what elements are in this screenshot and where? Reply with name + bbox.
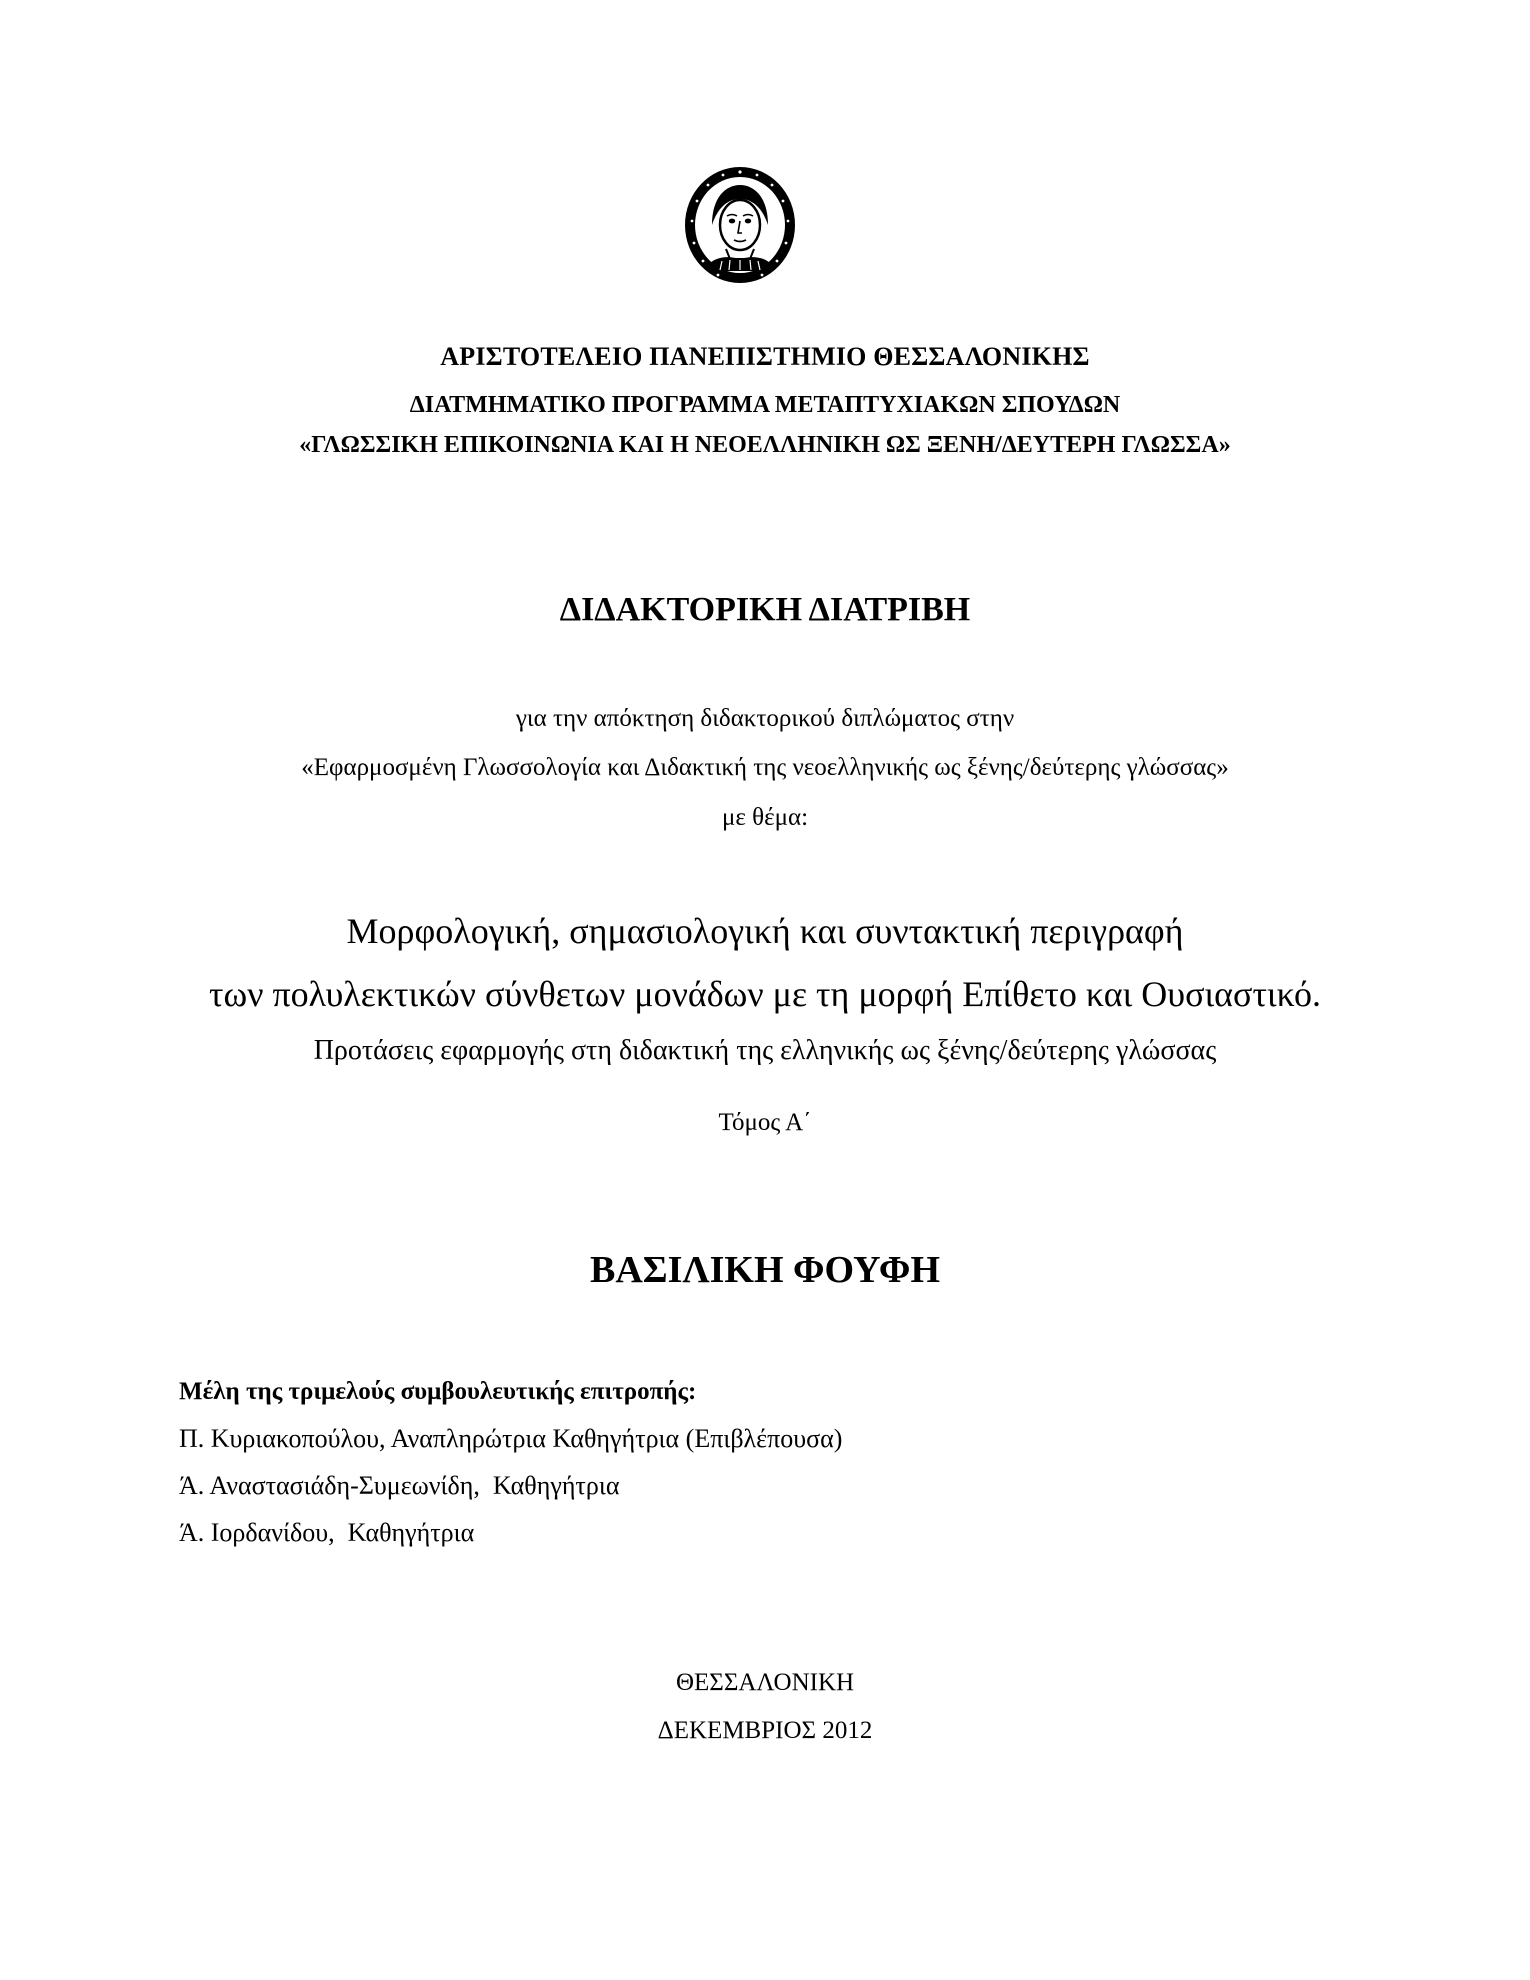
committee-member: Ά. Ιορδανίδου, Καθηγήτρια — [179, 1518, 475, 1547]
subject-label: με θέμα: — [721, 804, 809, 831]
volume-label: Τόμος Α΄ — [718, 1109, 812, 1136]
degree-field: «Εφαρμοσμένη Γλωσσολογία και Διδακτική της νεοελληνικής ως ξένης/δεύτερης γλώσσας» — [301, 754, 1229, 781]
document-type: ΔΙΔΑΚΤΟΡΙΚΗ ΔΙΑΤΡΙΒΗ — [559, 591, 971, 628]
program-name: ΔΙΑΤΜΗΜΑΤΙΚΟ ΠΡΟΓΡΑΜΜΑ ΜΕΤΑΠΤΥΧΙΑΚΩΝ ΣΠΟΥΔΩΝ — [409, 392, 1121, 418]
thesis-subtitle: Προτάσεις εφαρμογής στη διδακτική της ελληνικής ως ξένης/δεύτερης γλώσσας — [313, 1035, 1217, 1066]
program-title: «ΓΛΩΣΣΙΚΗ ΕΠΙΚΟΙΝΩΝΙΑ ΚΑΙ Η ΝΕΟΕΛΛΗΝΙΚΗ ΩΣ ΞΕΝΗ/ΔΕΥΤΕΡΗ ΓΛΩΣΣΑ» — [299, 432, 1231, 458]
university-seal-logo — [682, 163, 798, 291]
degree-purpose: για την απόκτηση διδακτορικού διπλώματος στην — [515, 705, 1015, 732]
committee-member: Ά. Αναστασιάδη-Συμεωνίδη, Καθηγήτρια — [179, 1471, 620, 1500]
committee-member: Π. Κυριακοπούλου, Αναπληρώτρια Καθηγήτρια (Επιβλέπουσα) — [179, 1424, 843, 1453]
thesis-title-line-1: Μορφολογική, σημασιολογική και συντακτική περιγραφή — [346, 911, 1184, 951]
university-name: ΑΡΙΣΤΟΤΕΛΕΙΟ ΠΑΝΕΠΙΣΤΗΜΙΟ ΘΕΣΣΑΛΟΝΙΚΗΣ — [440, 342, 1090, 371]
footer-city: ΘΕΣΣΑΛΟΝΙΚΗ — [675, 1669, 855, 1696]
footer-date: ΔΕΚΕΜΒΡΙΟΣ 2012 — [657, 1717, 873, 1744]
author-name: ΒΑΣΙΛΙΚΗ ΦΟΥΦΗ — [589, 1249, 940, 1291]
committee-heading: Μέλη της τριμελούς συμβουλευτικής επιτροπής: — [179, 1378, 697, 1405]
thesis-title-line-2: των πολυλεκτικών σύνθετων μονάδων με τη μορφή Επίθετο και Ουσιαστικό. — [209, 974, 1321, 1014]
committee-section — [179, 1372, 1379, 1553]
